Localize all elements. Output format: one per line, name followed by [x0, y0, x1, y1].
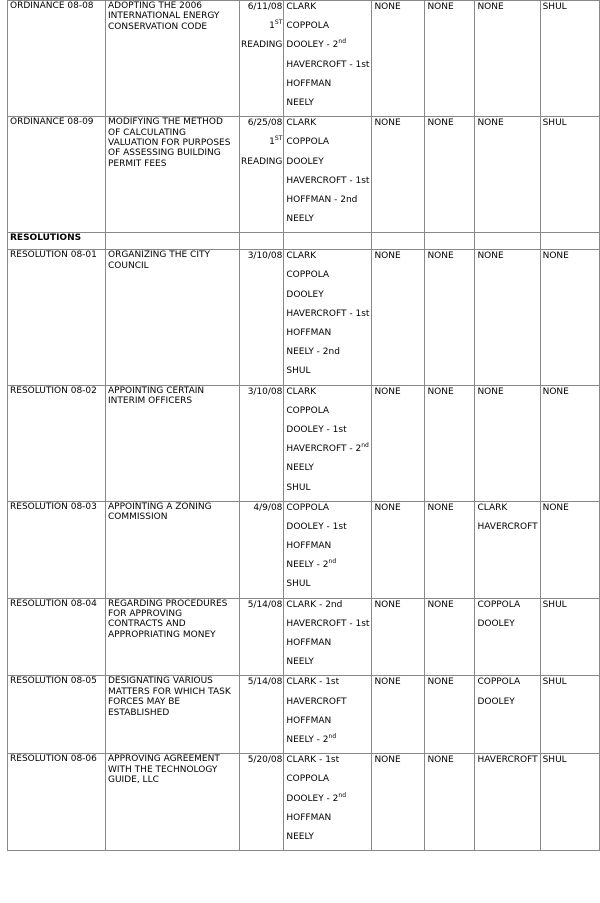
vote-entry [286, 773, 369, 792]
section-empty-cell [240, 233, 284, 250]
table-row [8, 676, 600, 754]
voter-name: NEELY [286, 97, 314, 108]
item-number: ORDINANCE 08-09 [10, 117, 94, 128]
vote-entry [286, 599, 369, 618]
vote-entry [286, 831, 369, 850]
vote-entry [286, 136, 369, 155]
vote-column-cell [425, 250, 475, 385]
vote-entry [286, 754, 369, 773]
item-number: ORDINANCE 08-08 [10, 1, 94, 11]
vote-column-value: SHUL [542, 755, 567, 766]
voter-name: COPPOLA [286, 502, 330, 513]
vote-column-cell [372, 117, 425, 233]
vote-column-cell [540, 676, 599, 754]
voter-name: HAVERCROFT [286, 618, 347, 629]
vote-column-value: NONE [477, 251, 504, 262]
vote-note: - 2 [323, 40, 339, 51]
voter-name: DOOLEY [286, 40, 324, 51]
vote-entry [286, 656, 369, 675]
date-cell [240, 1, 284, 117]
vote-column-value: NONE [427, 502, 454, 513]
vote-entry [286, 250, 369, 269]
voter-name: NEELY [286, 734, 314, 745]
item-number: RESOLUTION 08-06 [10, 754, 97, 765]
date-cell [240, 598, 284, 676]
yes-votes-cell [284, 501, 372, 598]
item-number: RESOLUTION 08-01 [10, 250, 97, 261]
item-number-cell [8, 117, 106, 233]
vote-note: - 1st [346, 308, 370, 319]
vote-entry [286, 637, 369, 656]
vote-column-cell [475, 754, 540, 851]
vote-column-value: COPPOLA [477, 599, 521, 610]
vote-entry [286, 97, 369, 116]
voter-name: CLARK [286, 677, 317, 688]
vote-column-cell [425, 1, 475, 117]
item-number-cell [8, 598, 106, 676]
item-description: ORGANIZING THE CITY COUNCIL [108, 250, 210, 271]
voter-name: HOFFMAN [286, 194, 332, 205]
voter-name: NEELY [286, 347, 314, 358]
item-number-cell [8, 1, 106, 117]
vote-column-cell [372, 754, 425, 851]
vote-column-cell [540, 385, 599, 501]
item-number: RESOLUTION 08-05 [10, 676, 97, 687]
reading-ordinal [241, 20, 282, 39]
table-row [8, 117, 600, 233]
vote-column-cell [475, 117, 540, 233]
vote-column-value: NONE [542, 502, 569, 513]
vote-column-cell [475, 676, 540, 754]
voter-name: HOFFMAN [286, 541, 332, 552]
item-date: 4/9/08 [253, 502, 283, 513]
vote-entry [286, 386, 369, 405]
vote-column-value: HAVERCROFT [477, 521, 538, 532]
vote-entry [286, 405, 369, 424]
vote-column-cell [540, 754, 599, 851]
vote-column-value: NONE [542, 386, 569, 397]
vote-entry [286, 39, 369, 58]
vote-note-suffix: nd [338, 38, 347, 46]
item-number: RESOLUTION 08-03 [10, 501, 97, 512]
yes-votes-cell [284, 754, 372, 851]
vote-note: - 2nd [313, 347, 340, 358]
vote-entry [286, 213, 369, 232]
item-number: RESOLUTION 08-02 [10, 385, 97, 396]
vote-note-suffix: nd [328, 732, 337, 740]
voter-name: CLARK [286, 2, 317, 12]
vote-column-cell [372, 598, 425, 676]
vote-column-value: NONE [477, 118, 504, 129]
vote-column-cell [475, 250, 540, 385]
vote-column-cell [475, 385, 540, 501]
section-empty-cell [475, 233, 540, 250]
item-description-cell [106, 1, 240, 117]
vote-entry [286, 734, 369, 753]
table-row [8, 1, 600, 117]
vote-entry [286, 482, 369, 501]
vote-note: - 2 [346, 444, 362, 455]
vote-note: - 2 [313, 734, 329, 745]
voter-name: HOFFMAN [286, 812, 332, 823]
voter-name: SHUL [286, 579, 311, 590]
vote-column-cell [372, 676, 425, 754]
section-heading: RESOLUTIONS [10, 233, 82, 244]
section-empty-cell [425, 233, 475, 250]
vote-column-value: NONE [542, 251, 569, 262]
vote-column-cell [475, 1, 540, 117]
vote-entry [286, 793, 369, 812]
item-description-cell [106, 385, 240, 501]
item-number-cell [8, 676, 106, 754]
voter-name: HAVERCROFT [286, 59, 347, 70]
vote-column-value: NONE [427, 2, 454, 12]
vote-entry [286, 696, 369, 715]
voter-name: SHUL [286, 366, 311, 377]
vote-entry [286, 578, 369, 597]
voter-name: HOFFMAN [286, 715, 332, 726]
vote-entry [286, 618, 369, 637]
yes-votes-cell [284, 117, 372, 233]
date-cell [240, 117, 284, 233]
yes-votes-cell [284, 250, 372, 385]
item-description: APPOINTING A ZONING COMMISSION [108, 501, 212, 523]
vote-note: - 1st [346, 59, 370, 70]
item-date: 5/14/08 [247, 599, 283, 610]
section-empty-cell [540, 233, 599, 250]
vote-column-value: NONE [427, 251, 454, 262]
reading-suffix: ST [274, 19, 283, 27]
vote-column-value: NONE [374, 755, 401, 766]
vote-entry [286, 559, 369, 578]
votes-table [7, 0, 600, 851]
vote-note: - 1st [346, 175, 370, 186]
item-number-cell [8, 385, 106, 501]
item-number: RESOLUTION 08-04 [10, 598, 97, 609]
voter-name: CLARK [286, 118, 317, 129]
reading-label: READING [241, 40, 283, 51]
voter-name: NEELY [286, 831, 314, 842]
vote-column-value: CLARK [477, 502, 508, 513]
vote-entry [286, 59, 369, 78]
voter-name: HOFFMAN [286, 78, 332, 89]
item-date: 3/10/08 [247, 251, 283, 262]
vote-note: - 1st [346, 618, 370, 629]
vote-column-value: DOOLEY [477, 696, 515, 707]
voter-name: SHUL [286, 482, 311, 493]
vote-note: - 2 [323, 793, 339, 804]
item-description-cell [106, 250, 240, 385]
voter-name: HAVERCROFT [286, 696, 347, 707]
vote-note-suffix: nd [338, 791, 347, 799]
vote-note: - 2nd [316, 599, 343, 610]
voter-name: HAVERCROFT [286, 308, 347, 319]
section-heading-cell [8, 233, 106, 250]
vote-entry [286, 194, 369, 213]
item-date: 5/20/08 [247, 755, 283, 766]
vote-column-cell [372, 1, 425, 117]
vote-column-cell [372, 250, 425, 385]
vote-column-value: COPPOLA [477, 677, 521, 688]
vote-column-value: SHUL [542, 677, 567, 688]
vote-column-cell [540, 117, 599, 233]
section-empty-cell [372, 233, 425, 250]
vote-entry [286, 327, 369, 346]
vote-entry [286, 424, 369, 443]
item-description: APPROVING AGREEMENT WITH THE TECHNOLOGY GUIDE, LLC [108, 754, 220, 785]
vote-column-value: NONE [477, 2, 504, 12]
voter-name: DOOLEY [286, 793, 324, 804]
voter-name: DOOLEY [286, 289, 324, 300]
vote-column-cell [372, 385, 425, 501]
vote-column-cell [475, 598, 540, 676]
item-description-cell [106, 754, 240, 851]
vote-column-cell [540, 501, 599, 598]
vote-column-value: NONE [427, 755, 454, 766]
vote-entry [286, 365, 369, 384]
vote-column-cell [425, 117, 475, 233]
section-empty-cell [284, 233, 372, 250]
vote-column-value: NONE [374, 2, 401, 12]
vote-entry [286, 1, 369, 20]
vote-note: - 1st [316, 677, 340, 688]
table-row [8, 754, 600, 851]
voter-name: CLARK [286, 386, 317, 397]
vote-column-cell [425, 676, 475, 754]
voter-name: CLARK [286, 599, 317, 610]
votes-table-body [8, 1, 600, 851]
voter-name: NEELY [286, 657, 314, 668]
vote-entry [286, 117, 369, 136]
vote-column-value: NONE [374, 118, 401, 129]
voter-name: COPPOLA [286, 405, 330, 416]
vote-entry [286, 346, 369, 365]
vote-entry [286, 676, 369, 695]
vote-column-value: SHUL [542, 118, 567, 129]
vote-entry [286, 502, 369, 521]
voter-name: DOOLEY [286, 521, 324, 532]
voter-name: DOOLEY [286, 424, 324, 435]
reading-number: 1 [269, 21, 275, 32]
item-description-cell [106, 501, 240, 598]
vote-column-value: HAVERCROFT [477, 755, 538, 766]
yes-votes-cell [284, 385, 372, 501]
vote-entry [286, 269, 369, 288]
yes-votes-cell [284, 1, 372, 117]
vote-note: - 1st [323, 521, 347, 532]
vote-column-value: SHUL [542, 599, 567, 610]
voter-name: HAVERCROFT [286, 175, 347, 186]
date-cell [240, 754, 284, 851]
vote-column-value: NONE [427, 677, 454, 688]
vote-column-value: NONE [374, 386, 401, 397]
vote-note: - 2nd [331, 194, 358, 205]
table-row [8, 598, 600, 676]
vote-note: - 1st [316, 755, 340, 766]
vote-column-value: NONE [374, 677, 401, 688]
vote-column-cell [425, 754, 475, 851]
vote-column-cell [372, 501, 425, 598]
voter-name: HOFFMAN [286, 328, 332, 338]
vote-note-suffix: nd [361, 442, 369, 450]
table-row [8, 250, 600, 385]
vote-entry [286, 289, 369, 308]
item-date: 6/25/08 [247, 118, 283, 129]
voter-name: HOFFMAN [286, 638, 332, 648]
reading-ordinal [241, 136, 282, 155]
voter-name: DOOLEY [286, 156, 324, 167]
vote-column-value: NONE [477, 386, 504, 397]
vote-column-cell [540, 250, 599, 385]
vote-column-cell [425, 385, 475, 501]
voter-name: COPPOLA [286, 21, 330, 32]
vote-column-cell [540, 598, 599, 676]
yes-votes-cell [284, 598, 372, 676]
item-date: 6/11/08 [247, 2, 283, 12]
section-heading-row [8, 233, 600, 250]
item-description-cell [106, 117, 240, 233]
item-number-cell [8, 501, 106, 598]
vote-column-cell [475, 501, 540, 598]
vote-entry [286, 715, 369, 734]
vote-column-value: NONE [427, 599, 454, 610]
item-date: 3/10/08 [247, 386, 283, 397]
voter-name: CLARK [286, 251, 317, 262]
voter-name: COPPOLA [286, 774, 330, 785]
section-empty-cell [106, 233, 240, 250]
voter-name: NEELY [286, 214, 314, 225]
vote-entry [286, 462, 369, 481]
vote-note: - 1st [323, 424, 347, 435]
item-number-cell [8, 250, 106, 385]
vote-column-cell [540, 1, 599, 117]
vote-entry [286, 443, 369, 462]
vote-entry [286, 78, 369, 97]
vote-note: - 2 [313, 560, 329, 571]
vote-column-cell [425, 598, 475, 676]
reading-number: 1 [269, 137, 275, 148]
voter-name: COPPOLA [286, 270, 330, 281]
vote-note-suffix: nd [328, 558, 337, 566]
item-number-cell [8, 754, 106, 851]
table-row [8, 501, 600, 598]
item-description: DESIGNATING VARIOUS MATTERS FOR WHICH TASK FORCES MAY BE ESTABLISHED [108, 676, 231, 718]
vote-entry [286, 521, 369, 540]
vote-column-value: DOOLEY [477, 618, 515, 629]
voter-name: HAVERCROFT [286, 444, 347, 455]
voter-name: COPPOLA [286, 137, 330, 148]
vote-column-value: NONE [374, 251, 401, 262]
item-description: ADOPTING THE 2006 INTERNATIONAL ENERGY CONSERVATION CODE [108, 1, 220, 32]
vote-column-value: NONE [374, 599, 401, 610]
vote-entry [286, 812, 369, 831]
item-date: 5/14/08 [247, 677, 283, 688]
reading-label: READING [241, 156, 283, 167]
vote-entry [286, 20, 369, 39]
table-row [8, 385, 600, 501]
vote-entry [286, 175, 369, 194]
yes-votes-cell [284, 676, 372, 754]
vote-entry [286, 540, 369, 559]
vote-column-value: NONE [374, 502, 401, 513]
reading-suffix: ST [274, 135, 283, 143]
item-description: MODIFYING THE METHOD OF CALCULATING VALUATION FOR PURPOSES OF ASSESSING BUILDING PERMIT FEES [108, 117, 231, 169]
item-description: APPOINTING CERTAIN INTERIM OFFICERS [108, 385, 205, 406]
vote-entry [286, 156, 369, 175]
vote-column-value: SHUL [542, 2, 567, 12]
date-cell [240, 676, 284, 754]
date-cell [240, 385, 284, 501]
vote-entry [286, 308, 369, 327]
voter-name: NEELY [286, 560, 314, 571]
vote-column-value: NONE [427, 118, 454, 129]
date-cell [240, 250, 284, 385]
item-description-cell [106, 676, 240, 754]
item-description: REGARDING PROCEDURES FOR APPROVING CONTRACTS AND APPROPRIATING MONEY [108, 598, 228, 640]
voter-name: CLARK [286, 755, 317, 766]
vote-column-value: NONE [427, 386, 454, 397]
item-description-cell [106, 598, 240, 676]
vote-column-cell [425, 501, 475, 598]
date-cell [240, 501, 284, 598]
voter-name: NEELY [286, 463, 314, 474]
